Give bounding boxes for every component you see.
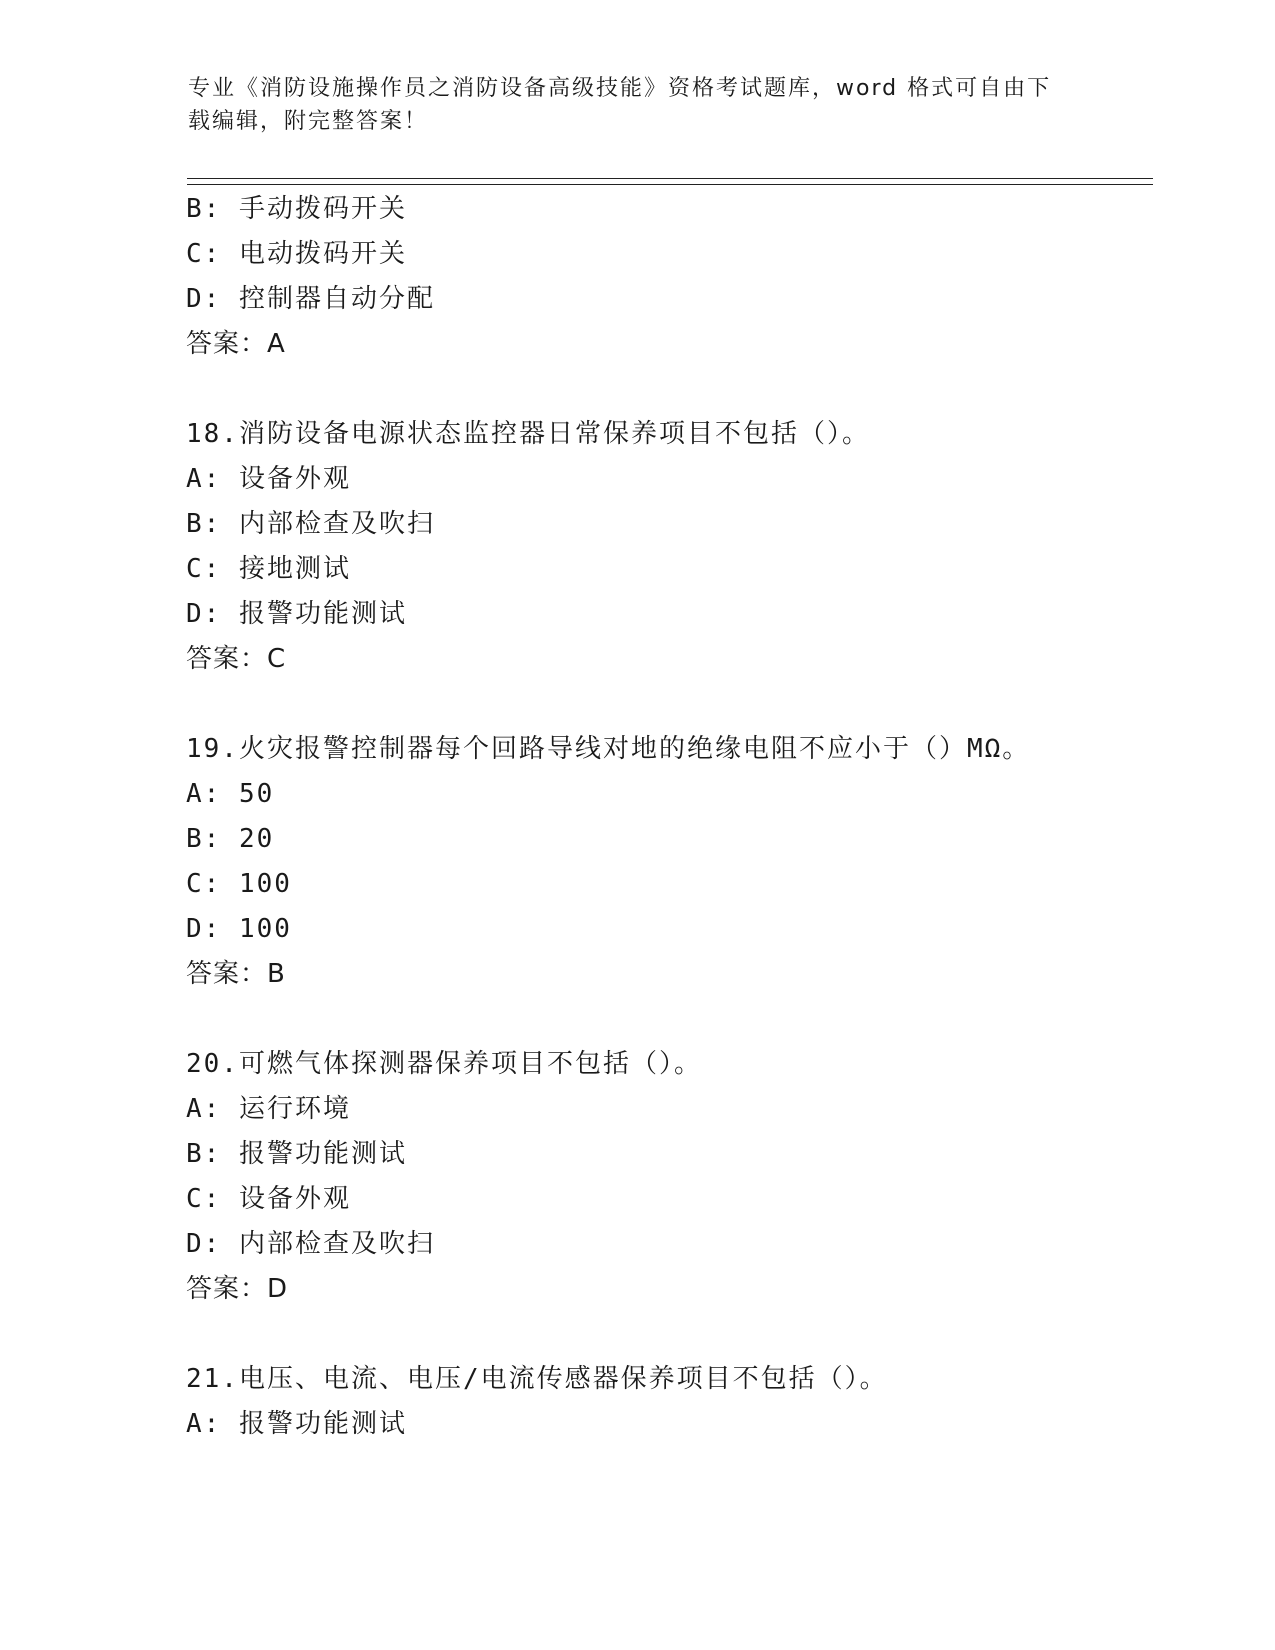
option-a: A: 报警功能测试: [186, 1409, 407, 1439]
option-c: C: 设备外观: [186, 1184, 351, 1214]
option-a: A: 运行环境: [186, 1094, 351, 1124]
option-d: D: 报警功能测试: [186, 599, 407, 629]
document-header: [188, 72, 1088, 138]
question-text: 19.火灾报警控制器每个回路导线对地的绝缘电阻不应小于（）MΩ。: [186, 734, 1031, 764]
answer-text: 答案：B: [186, 959, 286, 989]
option-c: C: 100: [186, 869, 292, 899]
option-c: C: 电动拨码开关: [186, 239, 407, 269]
option-b: B: 报警功能测试: [186, 1139, 407, 1169]
question-text: 18.消防设备电源状态监控器日常保养项目不包括（）。: [186, 419, 870, 449]
answer-text: 答案：D: [186, 1274, 289, 1304]
option-c: C: 接地测试: [186, 554, 351, 584]
option-b: B: 20: [186, 824, 275, 854]
question-text: 20.可燃气体探测器保养项目不包括（）。: [186, 1049, 702, 1079]
header-line-2: 载编辑，附完整答案！: [188, 109, 429, 134]
answer-text: 答案：A: [186, 329, 286, 359]
option-a: A: 设备外观: [186, 464, 351, 494]
answer-text: 答案：C: [186, 644, 287, 674]
option-b: B: 手动拨码开关: [186, 194, 407, 224]
question-text: 21.电压、电流、电压/电流传感器保养项目不包括（）。: [186, 1364, 888, 1394]
option-a: A: 50: [186, 779, 275, 809]
header-line-1: 专业《消防设施操作员之消防设备高级技能》资格考试题库，word 格式可自由下: [188, 76, 1052, 101]
option-b: B: 内部检查及吹扫: [186, 509, 435, 539]
option-d: D: 100: [186, 914, 292, 944]
header-divider-bottom: [187, 184, 1153, 185]
option-d: D: 内部检查及吹扫: [186, 1229, 435, 1259]
header-divider-top: [187, 178, 1153, 179]
option-d: D: 控制器自动分配: [186, 284, 435, 314]
